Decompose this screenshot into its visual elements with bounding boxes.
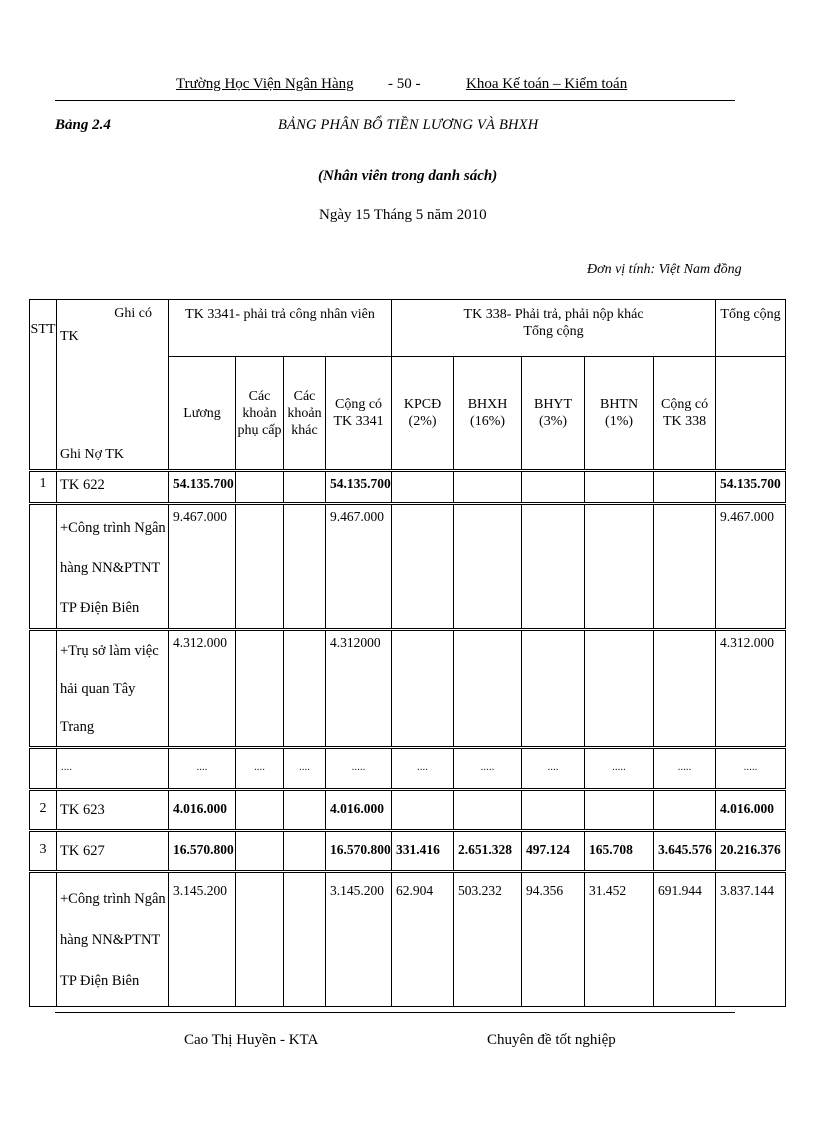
cell-khac <box>284 872 326 1007</box>
cell-bhyt: 94.356 <box>522 872 585 1007</box>
row-account: TK 623 <box>57 790 169 831</box>
cell-cong-3341: 54.135.700 <box>326 471 392 504</box>
cell-cong-3341: ..... <box>326 748 392 790</box>
report-date: Ngày 15 Tháng 5 năm 2010 <box>319 207 487 223</box>
cell-phu-cap <box>236 504 284 630</box>
cell-cong-338 <box>654 630 716 748</box>
col-bhyt: BHYT (3%) <box>522 357 585 471</box>
cell-kpcd <box>392 790 454 831</box>
cell-cong-3341: 9.467.000 <box>326 504 392 630</box>
col-khoan-khac: Các khoản khác <box>284 357 326 471</box>
row-stt: 1 <box>30 471 57 504</box>
cell-phu-cap <box>236 872 284 1007</box>
cell-khac <box>284 831 326 872</box>
cell-luong: 16.570.800 <box>169 831 236 872</box>
ghi-no-label: Ghi Nợ TK <box>60 447 124 462</box>
cell-cong-338 <box>654 504 716 630</box>
cell-kpcd: 62.904 <box>392 872 454 1007</box>
tk338-group-header <box>392 300 716 357</box>
cell-khac <box>284 630 326 748</box>
cell-bhyt <box>522 790 585 831</box>
row-account: TK 622 <box>57 471 169 504</box>
cell-kpcd: 331.416 <box>392 831 454 872</box>
table-row <box>30 748 786 790</box>
header-school: Trường Học Viện Ngân Hàng <box>176 76 354 92</box>
cell-bhtn: 31.452 <box>585 872 654 1007</box>
cell-bhxh <box>454 471 522 504</box>
row-account: +Công trình Ngân hàng NN&PTNT TP Điện Biên <box>57 504 169 630</box>
tk3341-group-header: TK 3341- phải trả công nhân viên <box>169 300 392 357</box>
row-stt <box>30 630 57 748</box>
cell-bhxh <box>454 630 522 748</box>
row-account: TK 627 <box>57 831 169 872</box>
header-rule <box>55 100 735 101</box>
cell-total: 3.837.144 <box>716 872 786 1007</box>
cell-cong-3341: 3.145.200 <box>326 872 392 1007</box>
cell-cong-3341: 4.312000 <box>326 630 392 748</box>
cell-total: 20.216.376 <box>716 831 786 872</box>
table-row <box>30 872 786 1007</box>
page-title: BẢNG PHÂN BỔ TIỀN LƯƠNG VÀ BHXH <box>278 117 539 133</box>
cell-kpcd <box>392 630 454 748</box>
row-stt <box>30 872 57 1007</box>
cell-phu-cap <box>236 630 284 748</box>
footer-rule <box>55 1012 735 1013</box>
tk338-label: TK 338- Phải trả, phải nộp khác <box>463 307 644 322</box>
table-label: Bảng 2.4 <box>55 117 111 133</box>
cell-bhxh <box>454 504 522 630</box>
tk-label: TK <box>60 329 79 344</box>
cell-cong-338: ..... <box>654 748 716 790</box>
cell-luong: 9.467.000 <box>169 504 236 630</box>
salary-allocation-table <box>29 299 786 1007</box>
row-account: .... <box>57 748 169 790</box>
cell-phu-cap <box>236 790 284 831</box>
table-row <box>30 790 786 831</box>
col-bhxh: BHXH (16%) <box>454 357 522 471</box>
col-stt-header <box>30 300 57 471</box>
cell-bhyt: 497.124 <box>522 831 585 872</box>
table-row <box>30 630 786 748</box>
cell-total: ..... <box>716 748 786 790</box>
col-bhtn: BHTN (1%) <box>585 357 654 471</box>
cell-bhxh: 503.232 <box>454 872 522 1007</box>
col-account-header <box>57 300 169 471</box>
cell-luong: 4.016.000 <box>169 790 236 831</box>
col-kpcd: KPCĐ (2%) <box>392 357 454 471</box>
table-row <box>30 831 786 872</box>
footer-topic: Chuyên đề tốt nghiệp <box>487 1032 616 1048</box>
col-cong-338: Cộng có TK 338 <box>654 357 716 471</box>
cell-phu-cap <box>236 471 284 504</box>
cell-phu-cap: .... <box>236 748 284 790</box>
cell-bhxh <box>454 790 522 831</box>
cell-cong-338: 691.944 <box>654 872 716 1007</box>
currency-unit: Đơn vị tính: Việt Nam đồng <box>587 262 742 277</box>
cell-cong-338: 3.645.576 <box>654 831 716 872</box>
cell-bhtn <box>585 630 654 748</box>
cell-luong: 54.135.700 <box>169 471 236 504</box>
tk338-subtotal-label: Tổng cộng <box>523 324 584 339</box>
table-row <box>30 471 786 504</box>
cell-khac <box>284 504 326 630</box>
cell-bhyt: .... <box>522 748 585 790</box>
cell-bhtn: ..... <box>585 748 654 790</box>
page-subtitle: (Nhân viên trong danh sách) <box>318 168 498 184</box>
header-row-1 <box>30 300 786 357</box>
cell-bhtn <box>585 790 654 831</box>
cell-total: 9.467.000 <box>716 504 786 630</box>
cell-bhxh: ..... <box>454 748 522 790</box>
cell-khac: .... <box>284 748 326 790</box>
total-header: Tổng cộng <box>716 300 786 357</box>
cell-bhtn <box>585 504 654 630</box>
cell-kpcd: .... <box>392 748 454 790</box>
cell-cong-3341: 16.570.800 <box>326 831 392 872</box>
cell-luong: 4.312.000 <box>169 630 236 748</box>
cell-bhxh: 2.651.328 <box>454 831 522 872</box>
cell-bhyt <box>522 630 585 748</box>
col-total-empty <box>716 357 786 471</box>
footer-author: Cao Thị Huyền - KTA <box>184 1032 319 1048</box>
row-account: +Công trình Ngân hàng NN&PTNT TP Điện Biên <box>57 872 169 1007</box>
cell-khac <box>284 471 326 504</box>
cell-bhtn: 165.708 <box>585 831 654 872</box>
cell-cong-338 <box>654 790 716 831</box>
row-stt <box>30 504 57 630</box>
col-phu-cap: Các khoản phụ cấp <box>236 357 284 471</box>
stt-label: STT <box>30 321 56 337</box>
row-stt: 3 <box>30 831 57 872</box>
cell-bhyt <box>522 471 585 504</box>
cell-total: 4.312.000 <box>716 630 786 748</box>
table-row <box>30 504 786 630</box>
header-page-number: - 50 - <box>388 76 421 92</box>
header-department: Khoa Kế toán – Kiểm toán <box>466 76 628 92</box>
cell-khac <box>284 790 326 831</box>
col-luong: Lương <box>169 357 236 471</box>
cell-phu-cap <box>236 831 284 872</box>
row-account: +Trụ sở làm việc hải quan Tây Trang <box>57 630 169 748</box>
cell-cong-338 <box>654 471 716 504</box>
cell-total: 4.016.000 <box>716 790 786 831</box>
cell-bhtn <box>585 471 654 504</box>
cell-luong: 3.145.200 <box>169 872 236 1007</box>
cell-total: 54.135.700 <box>716 471 786 504</box>
col-cong-3341: Cộng có TK 3341 <box>326 357 392 471</box>
row-stt: 2 <box>30 790 57 831</box>
cell-bhyt <box>522 504 585 630</box>
cell-cong-3341: 4.016.000 <box>326 790 392 831</box>
row-stt <box>30 748 57 790</box>
ghi-co-label: Ghi có <box>114 306 152 321</box>
cell-kpcd <box>392 504 454 630</box>
cell-kpcd <box>392 471 454 504</box>
cell-luong: .... <box>169 748 236 790</box>
